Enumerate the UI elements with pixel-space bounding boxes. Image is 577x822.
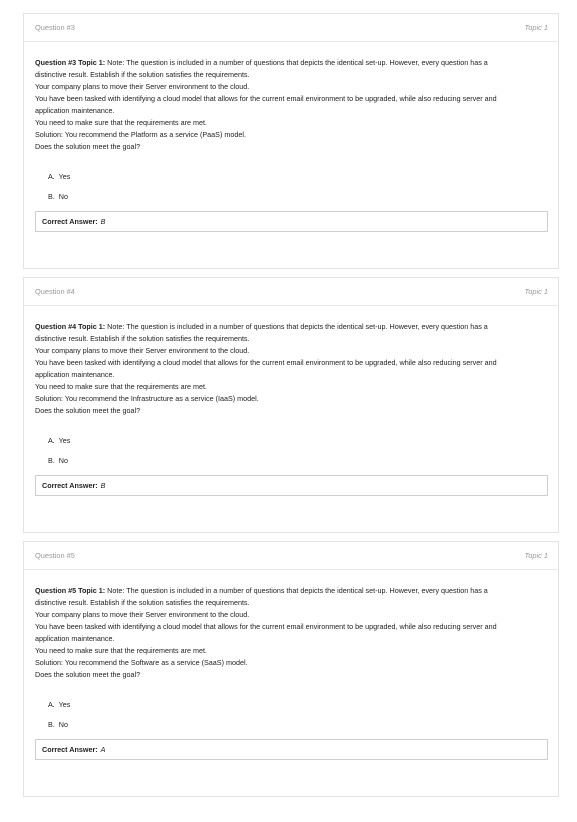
topic-label: Topic 1 [524,551,548,560]
question-line: Solution: You recommend the Software as a service (SaaS) model. [35,658,248,667]
question-card [23,277,559,533]
question-text [35,321,548,417]
question-line: Your company plans to move their Server environment to the cloud. [35,610,250,619]
question-line: Does the solution meet the goal? [35,406,141,415]
correct-answer-label: Correct Answer: [42,217,98,226]
question-number: Question #3 [35,23,75,32]
question-line: distinctive result. Establish if the solution satisfies the requirements. [35,334,250,343]
question-line: application maintenance. [35,370,115,379]
correct-answer-value: B [100,481,106,490]
question-line: You need to make sure that the requirements are met. [35,118,207,127]
question-header [24,278,558,306]
choice-letter: A. [48,172,55,181]
choice-b[interactable] [48,191,548,211]
question-line: Note: The question is included in a number of questions that depicts the identical set-up. However, every question has a [107,586,488,595]
question-line: Your company plans to move their Server environment to the cloud. [35,346,250,355]
choice-list [35,171,548,210]
question-lead: Question #3 Topic 1: [35,58,106,67]
choice-letter: B. [48,191,55,201]
correct-answer-box [35,211,548,232]
correct-answer-value: B [100,217,106,226]
question-line: Your company plans to move their Server environment to the cloud. [35,82,250,91]
question-line: Note: The question is included in a number of questions that depicts the identical set-up. However, every question has a [107,58,488,67]
question-text [35,57,548,153]
choice-letter: A. [48,700,55,709]
choice-text: Yes [58,172,71,181]
choice-text: Yes [58,436,71,445]
choice-letter: B. [48,719,55,729]
question-number: Question #5 [35,551,75,560]
choice-a[interactable] [48,171,548,191]
question-line: Does the solution meet the goal? [35,670,141,679]
question-line: Note: The question is included in a number of questions that depicts the identical set-up. However, every question has a [107,322,488,331]
choice-letter: B. [48,455,55,465]
choice-text: No [58,455,68,465]
choice-text: No [58,719,68,729]
question-line: Solution: You recommend the Platform as a service (PaaS) model. [35,130,246,139]
question-line: You need to make sure that the requirements are met. [35,646,207,655]
correct-answer-box [35,739,548,760]
question-header [24,542,558,570]
choice-a[interactable] [48,435,548,455]
correct-answer-label: Correct Answer: [42,745,98,754]
question-line: distinctive result. Establish if the solution satisfies the requirements. [35,598,250,607]
choice-b[interactable] [48,455,548,475]
correct-answer-box [35,475,548,496]
question-card [23,13,559,269]
choice-text: Yes [58,700,71,709]
question-body [24,306,558,506]
correct-answer-value: A [100,745,106,754]
question-line: You have been tasked with identifying a cloud model that allows for the current email environment to be upgraded, while also reducing server and [35,358,497,367]
choice-a[interactable] [48,699,548,719]
choice-list [35,699,548,738]
question-card [23,541,559,797]
question-line: Does the solution meet the goal? [35,142,141,151]
choice-text: No [58,191,68,201]
question-number: Question #4 [35,287,75,296]
question-lead: Question #4 Topic 1: [35,322,106,331]
question-line: distinctive result. Establish if the solution satisfies the requirements. [35,70,250,79]
choice-b[interactable] [48,719,548,739]
question-line: Solution: You recommend the Infrastructure as a service (IaaS) model. [35,394,259,403]
choice-list [35,435,548,474]
question-line: application maintenance. [35,106,115,115]
question-line: You have been tasked with identifying a cloud model that allows for the current email environment to be upgraded, while also reducing server and [35,94,497,103]
question-line: You need to make sure that the requirements are met. [35,382,207,391]
question-line: You have been tasked with identifying a cloud model that allows for the current email environment to be upgraded, while also reducing server and [35,622,497,631]
question-body [24,570,558,770]
question-body [24,42,558,242]
topic-label: Topic 1 [524,287,548,296]
question-header [24,14,558,42]
choice-letter: A. [48,436,55,445]
correct-answer-label: Correct Answer: [42,481,98,490]
question-line: application maintenance. [35,634,115,643]
question-text [35,585,548,681]
topic-label: Topic 1 [524,23,548,32]
question-lead: Question #5 Topic 1: [35,586,106,595]
